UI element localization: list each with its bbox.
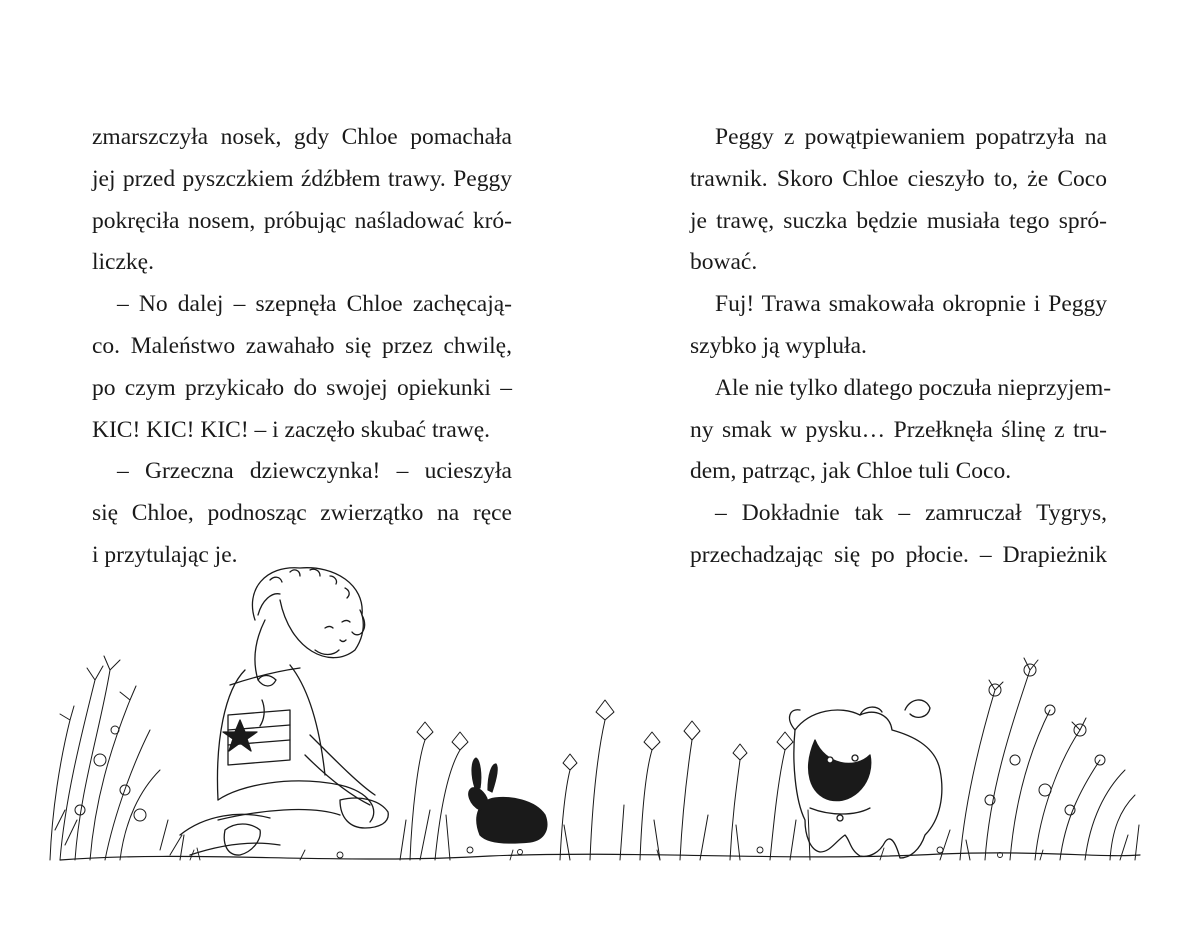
text-line: i przytulając je. [92, 541, 238, 568]
rabbit-figure [469, 758, 547, 843]
text-line: – Dokładnie tak – zamruczał Tygrys, [715, 500, 1107, 527]
text-line: co. Maleństwo zawahało się przez chwilę, [92, 332, 512, 359]
left-page-text [92, 117, 512, 577]
text-line: ny smak w pysku… Przełknęła ślinę z tru- [690, 416, 1107, 443]
text-line: KIC! KIC! KIC! – i zaczęło skubać trawę. [92, 416, 491, 443]
text-line: się Chloe, podnosząc zwierzątko na ręce [92, 500, 512, 527]
right-bushes [940, 658, 1139, 860]
text-line: przechadzając się po płocie. – Drapieżnik [690, 541, 1107, 568]
text-line: zmarszczyła nosek, gdy Chloe pomachała [92, 124, 512, 150]
text-line: szybko ją wypluła. [690, 332, 867, 359]
text-line: Fuj! Trawa smakowała okropnie i Peggy [715, 291, 1107, 318]
text-line: Peggy z powątpiewaniem popatrzyła na [715, 124, 1107, 150]
garden-scene-illustration [40, 560, 1160, 900]
ground [60, 853, 1140, 860]
text-line: – No dalej – szepnęła Chloe zachęcają- [117, 291, 512, 318]
text-line: je trawę, suczka będzie musiała tego spró- [690, 207, 1107, 234]
text-line: liczkę. [92, 249, 154, 276]
daffodils [400, 700, 810, 860]
right-page-text [690, 117, 1112, 577]
text-line: bować. [690, 249, 758, 276]
pug-figure [790, 700, 942, 858]
text-line: jej przed pyszczkiem źdźbłem trawy. Peggy [92, 165, 512, 192]
text-line: – Grzeczna dziewczynka! – ucieszyła [117, 458, 512, 485]
girl-figure [180, 568, 388, 855]
text-line: trawnik. Skoro Chloe cieszyło to, że Coco [690, 165, 1107, 192]
text-line: dem, patrząc, jak Chloe tuli Coco. [690, 458, 1012, 485]
text-line: pokręciła nosem, próbując naśladować kró- [92, 207, 512, 234]
text-line: Ale nie tylko dlatego poczuła nieprzyjem- [715, 374, 1112, 401]
text-line: po czym przykicało do swojej opiekunki – [92, 374, 512, 401]
left-bushes [50, 656, 184, 860]
